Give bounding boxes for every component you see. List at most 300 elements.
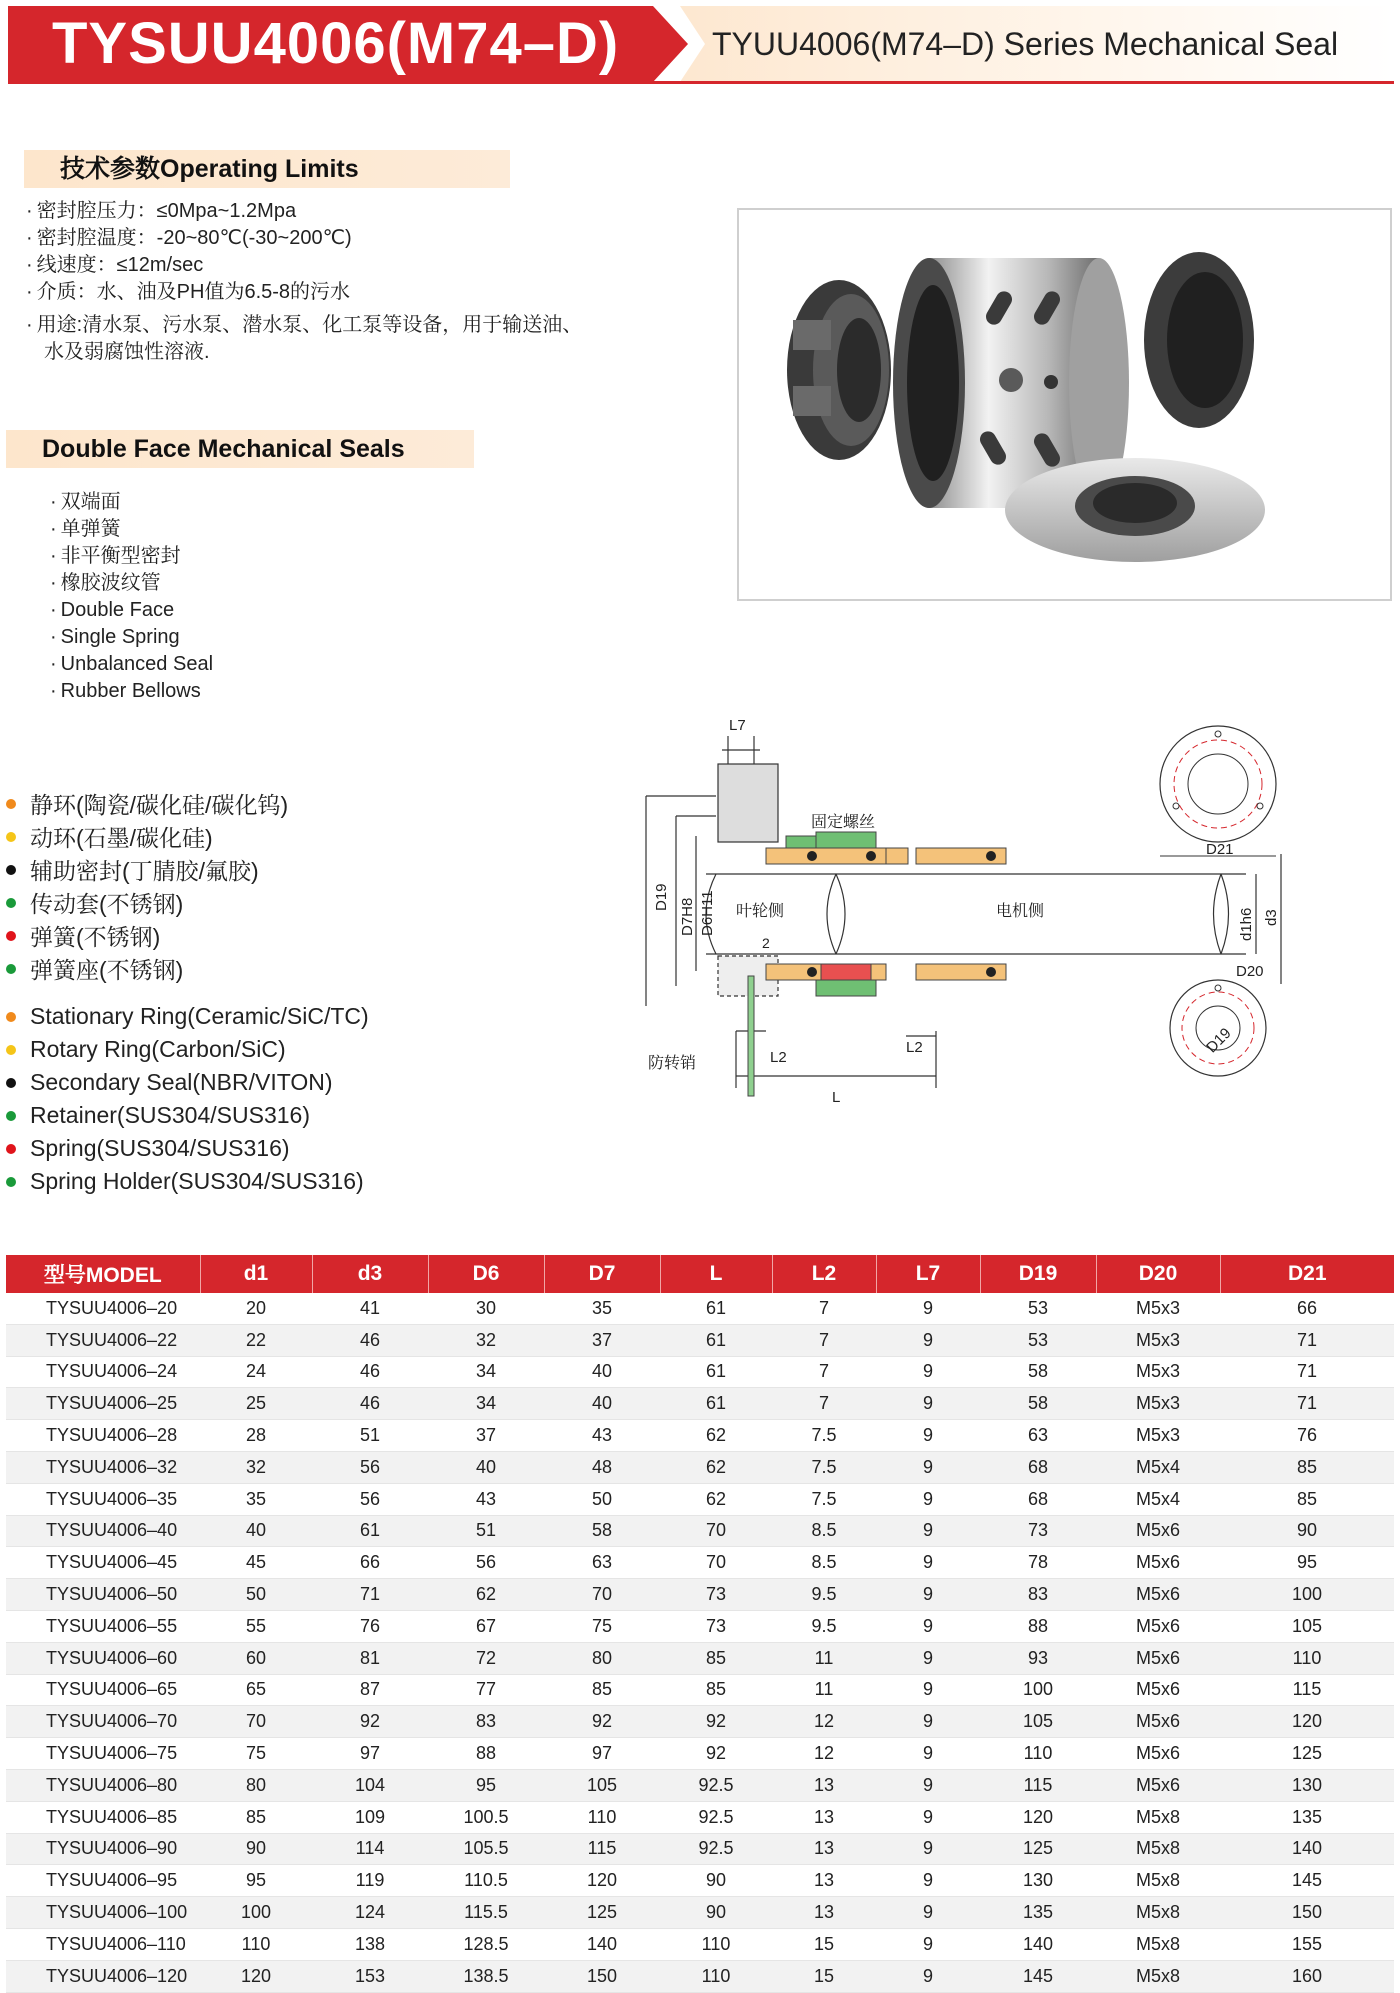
value-cell: 40 [544,1388,660,1420]
col-header: 型号MODEL [6,1255,200,1293]
seal-components-illustration [739,210,1390,599]
value-cell: 138.5 [428,1960,544,1992]
model-cell: TYSUU4006–80 [6,1769,200,1801]
col-header: L7 [876,1255,980,1293]
cross-section-drawing [636,706,1396,1126]
value-cell: 85 [660,1674,772,1706]
value-cell: 95 [428,1769,544,1801]
list-item: · 密封腔温度：-20~80℃(-30~200℃) [26,225,582,252]
value-cell: 105.5 [428,1833,544,1865]
value-cell: 70 [660,1515,772,1547]
value-cell: 97 [312,1738,428,1770]
value-cell: 130 [980,1865,1096,1897]
value-cell: 9 [876,1515,980,1547]
table-row [6,1897,1394,1929]
value-cell: 95 [1220,1547,1394,1579]
value-cell: 48 [544,1451,660,1483]
table-row [6,1324,1394,1356]
label-flange-d21: D21 [1206,841,1234,858]
table-body [6,1293,1394,1992]
value-cell: 28 [200,1420,312,1452]
value-cell: 140 [1220,1833,1394,1865]
value-cell: 65 [200,1674,312,1706]
label-flange-d20: D20 [1236,963,1264,980]
list-item: · 密封腔压力：≤0Mpa~1.2Mpa [26,198,582,225]
flange-bottom-view [1170,963,1266,1076]
value-cell: 9 [876,1928,980,1960]
list-item: · Single Spring [50,624,213,651]
value-cell: M5x4 [1096,1451,1220,1483]
value-cell: M5x6 [1096,1515,1220,1547]
list-item: · 单弹簧 [50,516,213,543]
value-cell: M5x6 [1096,1642,1220,1674]
value-cell: 92.5 [660,1801,772,1833]
value-cell: 150 [544,1960,660,1992]
value-cell: 15 [772,1960,876,1992]
value-cell: 120 [980,1801,1096,1833]
value-cell: 9 [876,1960,980,1992]
value-cell: 105 [980,1706,1096,1738]
value-cell: 145 [980,1960,1096,1992]
value-cell: 35 [544,1293,660,1324]
value-cell: 11 [772,1642,876,1674]
label-d7h8: D7H8 [679,897,696,936]
legend-label: Rotary Ring(Carbon/SiC) [30,1036,286,1062]
label-motor-side: 电机侧 [996,903,1045,920]
table-row [6,1706,1394,1738]
value-cell: 92 [660,1706,772,1738]
label-anti-rotation-pin: 防转销 [648,1055,697,1072]
model-cell: TYSUU4006–50 [6,1579,200,1611]
table-row [6,1642,1394,1674]
value-cell: 9 [876,1483,980,1515]
value-cell: 61 [660,1356,772,1388]
legend-label: 动环(石墨/碳化硅) [30,825,213,851]
list-item: · Double Face [50,597,213,624]
value-cell: 100 [200,1897,312,1929]
value-cell: 62 [660,1451,772,1483]
value-cell: 110 [660,1928,772,1960]
legend-item [6,787,288,820]
value-cell: 73 [980,1515,1096,1547]
value-cell: 115 [980,1769,1096,1801]
value-cell: 81 [312,1642,428,1674]
table-row [6,1833,1394,1865]
value-cell: 87 [312,1674,428,1706]
value-cell: 83 [980,1579,1096,1611]
value-cell: M5x8 [1096,1960,1220,1992]
legend-item [6,1066,369,1099]
value-cell: 153 [312,1960,428,1992]
value-cell: 100 [980,1674,1096,1706]
retainer-dot [6,1111,16,1121]
value-cell: 32 [200,1451,312,1483]
value-cell: 9 [876,1610,980,1642]
value-cell: 110 [544,1801,660,1833]
dimension-table [6,1255,1394,1993]
value-cell: 62 [428,1579,544,1611]
model-cell: TYSUU4006–28 [6,1420,200,1452]
value-cell: 125 [980,1833,1096,1865]
value-cell: 9 [876,1356,980,1388]
value-cell: 155 [1220,1928,1394,1960]
value-cell: 43 [544,1420,660,1452]
table-row [6,1388,1394,1420]
value-cell: 40 [428,1451,544,1483]
value-cell: 7.5 [772,1483,876,1515]
spring-dot [6,931,16,941]
value-cell: 63 [544,1547,660,1579]
list-item: · Unbalanced Seal [50,651,213,678]
page-subtitle: TYUU4006(M74–D) Series Mechanical Seal [712,26,1339,62]
label-d1h6: d1h6 [1238,907,1255,941]
value-cell: 85 [660,1642,772,1674]
value-cell: 90 [660,1865,772,1897]
table-row [6,1579,1394,1611]
col-header: d1 [200,1255,312,1293]
value-cell: 145 [1220,1865,1394,1897]
value-cell: M5x8 [1096,1801,1220,1833]
value-cell: 43 [428,1483,544,1515]
model-cell: TYSUU4006–55 [6,1610,200,1642]
value-cell: 25 [200,1388,312,1420]
value-cell: 62 [660,1483,772,1515]
value-cell: 88 [428,1738,544,1770]
col-header: D7 [544,1255,660,1293]
value-cell: 80 [200,1769,312,1801]
value-cell: 7 [772,1324,876,1356]
value-cell: 110.5 [428,1865,544,1897]
value-cell: 7 [772,1293,876,1324]
value-cell: 7 [772,1388,876,1420]
value-cell: 114 [312,1833,428,1865]
stationary-ring-dot [6,1012,16,1022]
table-row [6,1801,1394,1833]
value-cell: 37 [544,1324,660,1356]
value-cell: 13 [772,1865,876,1897]
value-cell: 160 [1220,1960,1394,1992]
label-impeller-side: 叶轮侧 [736,903,785,920]
value-cell: 110 [1220,1642,1394,1674]
value-cell: 9 [876,1897,980,1929]
table-row [6,1610,1394,1642]
value-cell: 120 [200,1960,312,1992]
product-photo [737,208,1392,601]
value-cell: 92.5 [660,1833,772,1865]
header-divider [8,81,1394,84]
col-header: D19 [980,1255,1096,1293]
value-cell: 40 [544,1356,660,1388]
list-item: · 线速度：≤12m/sec [26,252,582,279]
value-cell: 93 [980,1642,1096,1674]
value-cell: 105 [544,1769,660,1801]
model-cell: TYSUU4006–40 [6,1515,200,1547]
value-cell: 109 [312,1801,428,1833]
value-cell: 61 [660,1324,772,1356]
value-cell: 83 [428,1706,544,1738]
legend-label: Spring Holder(SUS304/SUS316) [30,1168,364,1194]
model-cell: TYSUU4006–100 [6,1897,200,1929]
value-cell: 72 [428,1642,544,1674]
legend-label: 弹簧(不锈钢) [30,924,161,950]
value-cell: 70 [544,1579,660,1611]
value-cell: 11 [772,1674,876,1706]
value-cell: 66 [312,1547,428,1579]
value-cell: 7.5 [772,1451,876,1483]
value-cell: 58 [980,1356,1096,1388]
value-cell: 56 [312,1451,428,1483]
legend-label: Retainer(SUS304/SUS316) [30,1102,310,1128]
value-cell: 9.5 [772,1610,876,1642]
model-cell: TYSUU4006–110 [6,1928,200,1960]
value-cell: 9 [876,1833,980,1865]
label-d6h11: D6H11 [699,890,716,936]
value-cell: 9 [876,1388,980,1420]
value-cell: 130 [1220,1769,1394,1801]
value-cell: 92 [660,1738,772,1770]
value-cell: M5x3 [1096,1388,1220,1420]
flange-plate [1005,458,1265,562]
value-cell: 135 [980,1897,1096,1929]
legend-item [6,1033,369,1066]
value-cell: 37 [428,1420,544,1452]
value-cell: 77 [428,1674,544,1706]
value-cell: 51 [312,1420,428,1452]
value-cell: M5x4 [1096,1483,1220,1515]
table-row [6,1769,1394,1801]
value-cell: 58 [544,1515,660,1547]
model-cell: TYSUU4006–85 [6,1801,200,1833]
value-cell: 58 [980,1388,1096,1420]
value-cell: 85 [544,1674,660,1706]
retainer-dot [6,898,16,908]
value-cell: 78 [980,1547,1096,1579]
spring-holder-dot [6,964,16,974]
materials-cn-legend [6,787,288,985]
value-cell: 71 [1220,1388,1394,1420]
value-cell: 9 [876,1293,980,1324]
double-face-heading: Double Face Mechanical Seals [6,430,474,468]
legend-item [6,853,288,886]
legend-item [6,1132,369,1165]
value-cell: 60 [200,1642,312,1674]
value-cell: 30 [428,1293,544,1324]
legend-item [6,1099,369,1132]
value-cell: M5x3 [1096,1356,1220,1388]
value-cell: 68 [980,1483,1096,1515]
value-cell: 75 [544,1610,660,1642]
label-flange-d19-b: D19 [1203,1024,1235,1057]
value-cell: 9.5 [772,1579,876,1611]
value-cell: 56 [428,1547,544,1579]
value-cell: 85 [200,1801,312,1833]
value-cell: 12 [772,1738,876,1770]
legend-label: 弹簧座(不锈钢) [30,957,184,983]
value-cell: 120 [544,1865,660,1897]
legend-item [6,919,288,952]
value-cell: 8.5 [772,1547,876,1579]
value-cell: 97 [544,1738,660,1770]
value-cell: 110 [660,1960,772,1992]
value-cell: M5x6 [1096,1706,1220,1738]
features-list [50,489,213,705]
value-cell: 8.5 [772,1515,876,1547]
value-cell: 100 [1220,1579,1394,1611]
value-cell: 70 [200,1706,312,1738]
legend-item [6,1165,369,1198]
value-cell: 61 [312,1515,428,1547]
stationary-ring-left [787,280,891,460]
value-cell: 12 [772,1706,876,1738]
label-l2-right: L2 [906,1039,923,1056]
list-item: · 双端面 [50,489,213,516]
list-item-usage: · 用途:清水泵、污水泵、潜水泵、化工泵等设备，用于输送油、 [26,312,582,339]
value-cell: 61 [660,1293,772,1324]
model-cell: TYSUU4006–20 [6,1293,200,1324]
value-cell: 9 [876,1865,980,1897]
value-cell: 95 [200,1865,312,1897]
value-cell: M5x3 [1096,1293,1220,1324]
value-cell: 32 [428,1324,544,1356]
label-l: L [832,1089,841,1106]
model-cell: TYSUU4006–120 [6,1960,200,1992]
value-cell: M5x6 [1096,1610,1220,1642]
value-cell: 135 [1220,1801,1394,1833]
value-cell: 9 [876,1579,980,1611]
col-header: D21 [1220,1255,1394,1293]
value-cell: 22 [200,1324,312,1356]
value-cell: M5x3 [1096,1324,1220,1356]
value-cell: 125 [544,1897,660,1929]
list-item-usage-cont [26,339,582,366]
value-cell: 9 [876,1642,980,1674]
model-cell: TYSUU4006–75 [6,1738,200,1770]
legend-label: 辅助密封(丁腈胶/氟胶) [30,858,259,884]
value-cell: 45 [200,1547,312,1579]
value-cell: 15 [772,1928,876,1960]
spring-dot [6,1144,16,1154]
col-header: L [660,1255,772,1293]
value-cell: M5x8 [1096,1833,1220,1865]
model-cell: TYSUU4006–90 [6,1833,200,1865]
value-cell: M5x3 [1096,1420,1220,1452]
value-cell: 9 [876,1420,980,1452]
table-row [6,1356,1394,1388]
value-cell: 13 [772,1769,876,1801]
model-cell: TYSUU4006–65 [6,1674,200,1706]
table-row [6,1420,1394,1452]
model-cell: TYSUU4006–70 [6,1706,200,1738]
secondary-seal-dot [6,1078,16,1088]
model-cell: TYSUU4006–22 [6,1324,200,1356]
value-cell: 13 [772,1897,876,1929]
value-cell: 88 [980,1610,1096,1642]
materials-en-legend [6,1000,369,1198]
table-row [6,1293,1394,1324]
page-title: TYSUU4006(M74–D) [52,11,620,76]
value-cell: 85 [1220,1483,1394,1515]
value-cell: 66 [1220,1293,1394,1324]
list-item: · 橡胶波纹管 [50,570,213,597]
col-header: d3 [312,1255,428,1293]
value-cell: 138 [312,1928,428,1960]
value-cell: 73 [660,1610,772,1642]
legend-label: Spring(SUS304/SUS316) [30,1135,290,1161]
list-item: · 介质：水、油及PH值为6.5-8的污水 [26,279,582,306]
spring-holder-dot [6,1177,16,1187]
usage-continuation: 水及弱腐蚀性溶液. [44,341,210,363]
operating-limits-list [26,198,582,366]
model-cell: TYSUU4006–24 [6,1356,200,1388]
model-cell: TYSUU4006–25 [6,1388,200,1420]
value-cell: 71 [312,1579,428,1611]
table-row [6,1928,1394,1960]
value-cell: 92 [312,1706,428,1738]
value-cell: 124 [312,1897,428,1929]
value-cell: 71 [1220,1324,1394,1356]
value-cell: 90 [1220,1515,1394,1547]
value-cell: 34 [428,1356,544,1388]
legend-label: 静环(陶瓷/碳化硅/碳化钨) [30,792,289,818]
list-item: · 非平衡型密封 [50,543,213,570]
value-cell: 80 [544,1642,660,1674]
value-cell: 119 [312,1865,428,1897]
table-header-row [6,1255,1394,1293]
value-cell: 7.5 [772,1420,876,1452]
value-cell: M5x8 [1096,1897,1220,1929]
value-cell: 24 [200,1356,312,1388]
value-cell: 13 [772,1833,876,1865]
value-cell: 13 [772,1801,876,1833]
value-cell: M5x6 [1096,1769,1220,1801]
value-cell: 50 [200,1579,312,1611]
table-row [6,1483,1394,1515]
value-cell: 105 [1220,1610,1394,1642]
value-cell: 46 [312,1356,428,1388]
value-cell: 53 [980,1293,1096,1324]
value-cell: 55 [200,1610,312,1642]
value-cell: 90 [200,1833,312,1865]
value-cell: 128.5 [428,1928,544,1960]
value-cell: 100.5 [428,1801,544,1833]
value-cell: 125 [1220,1738,1394,1770]
col-header: L2 [772,1255,876,1293]
list-item: · Rubber Bellows [50,678,213,705]
value-cell: 115 [544,1833,660,1865]
value-cell: M5x6 [1096,1738,1220,1770]
value-cell: 9 [876,1674,980,1706]
secondary-seal-dot [6,865,16,875]
rotary-ring-right [1144,252,1254,428]
value-cell: 76 [312,1610,428,1642]
model-cell: TYSUU4006–95 [6,1865,200,1897]
model-cell: TYSUU4006–60 [6,1642,200,1674]
legend-label: Secondary Seal(NBR/VITON) [30,1069,333,1095]
value-cell: 140 [544,1928,660,1960]
value-cell: 76 [1220,1420,1394,1452]
model-cell: TYSUU4006–32 [6,1451,200,1483]
value-cell: 46 [312,1324,428,1356]
value-cell: 34 [428,1388,544,1420]
value-cell: M5x6 [1096,1579,1220,1611]
table-row [6,1960,1394,1992]
value-cell: 92 [544,1706,660,1738]
stationary-ring-dot [6,799,16,809]
value-cell: 46 [312,1388,428,1420]
model-cell: TYSUU4006–45 [6,1547,200,1579]
label-screw: 固定螺丝 [811,814,876,831]
value-cell: M5x8 [1096,1865,1220,1897]
